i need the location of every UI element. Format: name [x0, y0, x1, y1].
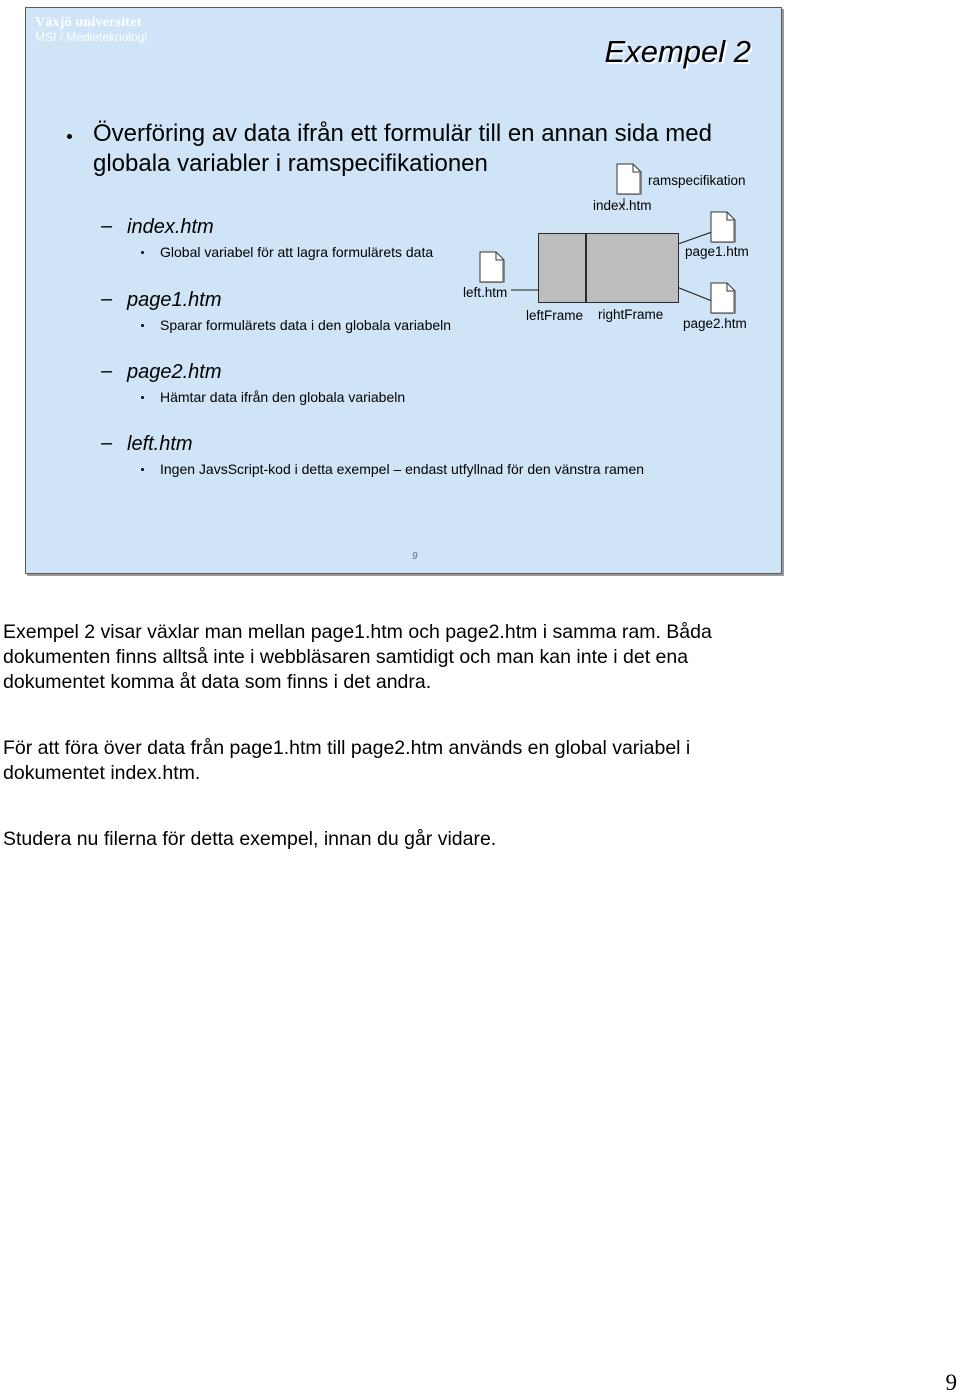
university-name: Växjö universitet — [35, 15, 142, 30]
rightframe-label: rightFrame — [598, 307, 664, 322]
index-document-icon — [616, 163, 642, 195]
slide-number: 9 — [412, 551, 418, 562]
paragraph-3: Studera nu filerna för detta exempel, innan du går vidare. — [3, 828, 497, 850]
item-name-page1: page1.htm — [127, 289, 222, 311]
page-number: 9 — [945, 1370, 957, 1395]
main-bullet-line2: globala variabler i ramspecifikationen — [93, 150, 488, 177]
item-dash: – — [101, 432, 113, 454]
item-name-left: left.htm — [127, 433, 193, 455]
item-dash: – — [101, 360, 113, 382]
frameset-box — [538, 233, 679, 303]
item-detail-index: Global variabel för att lagra formulärets data — [160, 244, 434, 260]
item-detail-page2: Hämtar data ifrån den globala variabeln — [160, 389, 406, 405]
left-document-icon — [479, 251, 505, 283]
slide — [25, 7, 782, 574]
page2-document-icon — [710, 282, 736, 314]
frame-divider — [585, 234, 587, 302]
ramspecifikation-label: ramspecifikation — [648, 173, 746, 188]
item-dash: – — [101, 215, 113, 237]
slide-title: Exempel 2 — [604, 34, 751, 69]
item-name-page2: page2.htm — [127, 361, 222, 383]
paragraph-2: För att föra över data från page1.htm till page2.htm används en global variabel i dokumentet index.htm. — [3, 737, 691, 784]
page1-label: page1.htm — [685, 244, 749, 259]
page1-document-icon — [710, 211, 736, 243]
department-name: MSI / Medieteknologi — [35, 30, 148, 44]
index-label: index.htm — [593, 198, 652, 213]
item-detail-left: Ingen JavsScript-kod i detta exempel – endast utfyllnad för den vänstra ramen — [160, 461, 645, 477]
main-bullet-line1: Överföring av data ifrån ett formulär till en annan sida med — [93, 120, 712, 147]
paragraph-1: Exempel 2 visar växlar man mellan page1.htm och page2.htm i samma ram. Båda dokumenten finns alltså inte i webbläsaren samtidigt och man kan inte i det ena dokumentet komma åt data som finns i det andra. — [3, 621, 712, 693]
page2-label: page2.htm — [683, 316, 747, 331]
left-label: left.htm — [463, 285, 508, 300]
item-detail-page1: Sparar formulärets data i den globala variabeln — [160, 317, 452, 333]
item-dash: – — [101, 288, 113, 310]
item-name-index: index.htm — [127, 216, 214, 238]
leftframe-label: leftFrame — [526, 308, 584, 323]
